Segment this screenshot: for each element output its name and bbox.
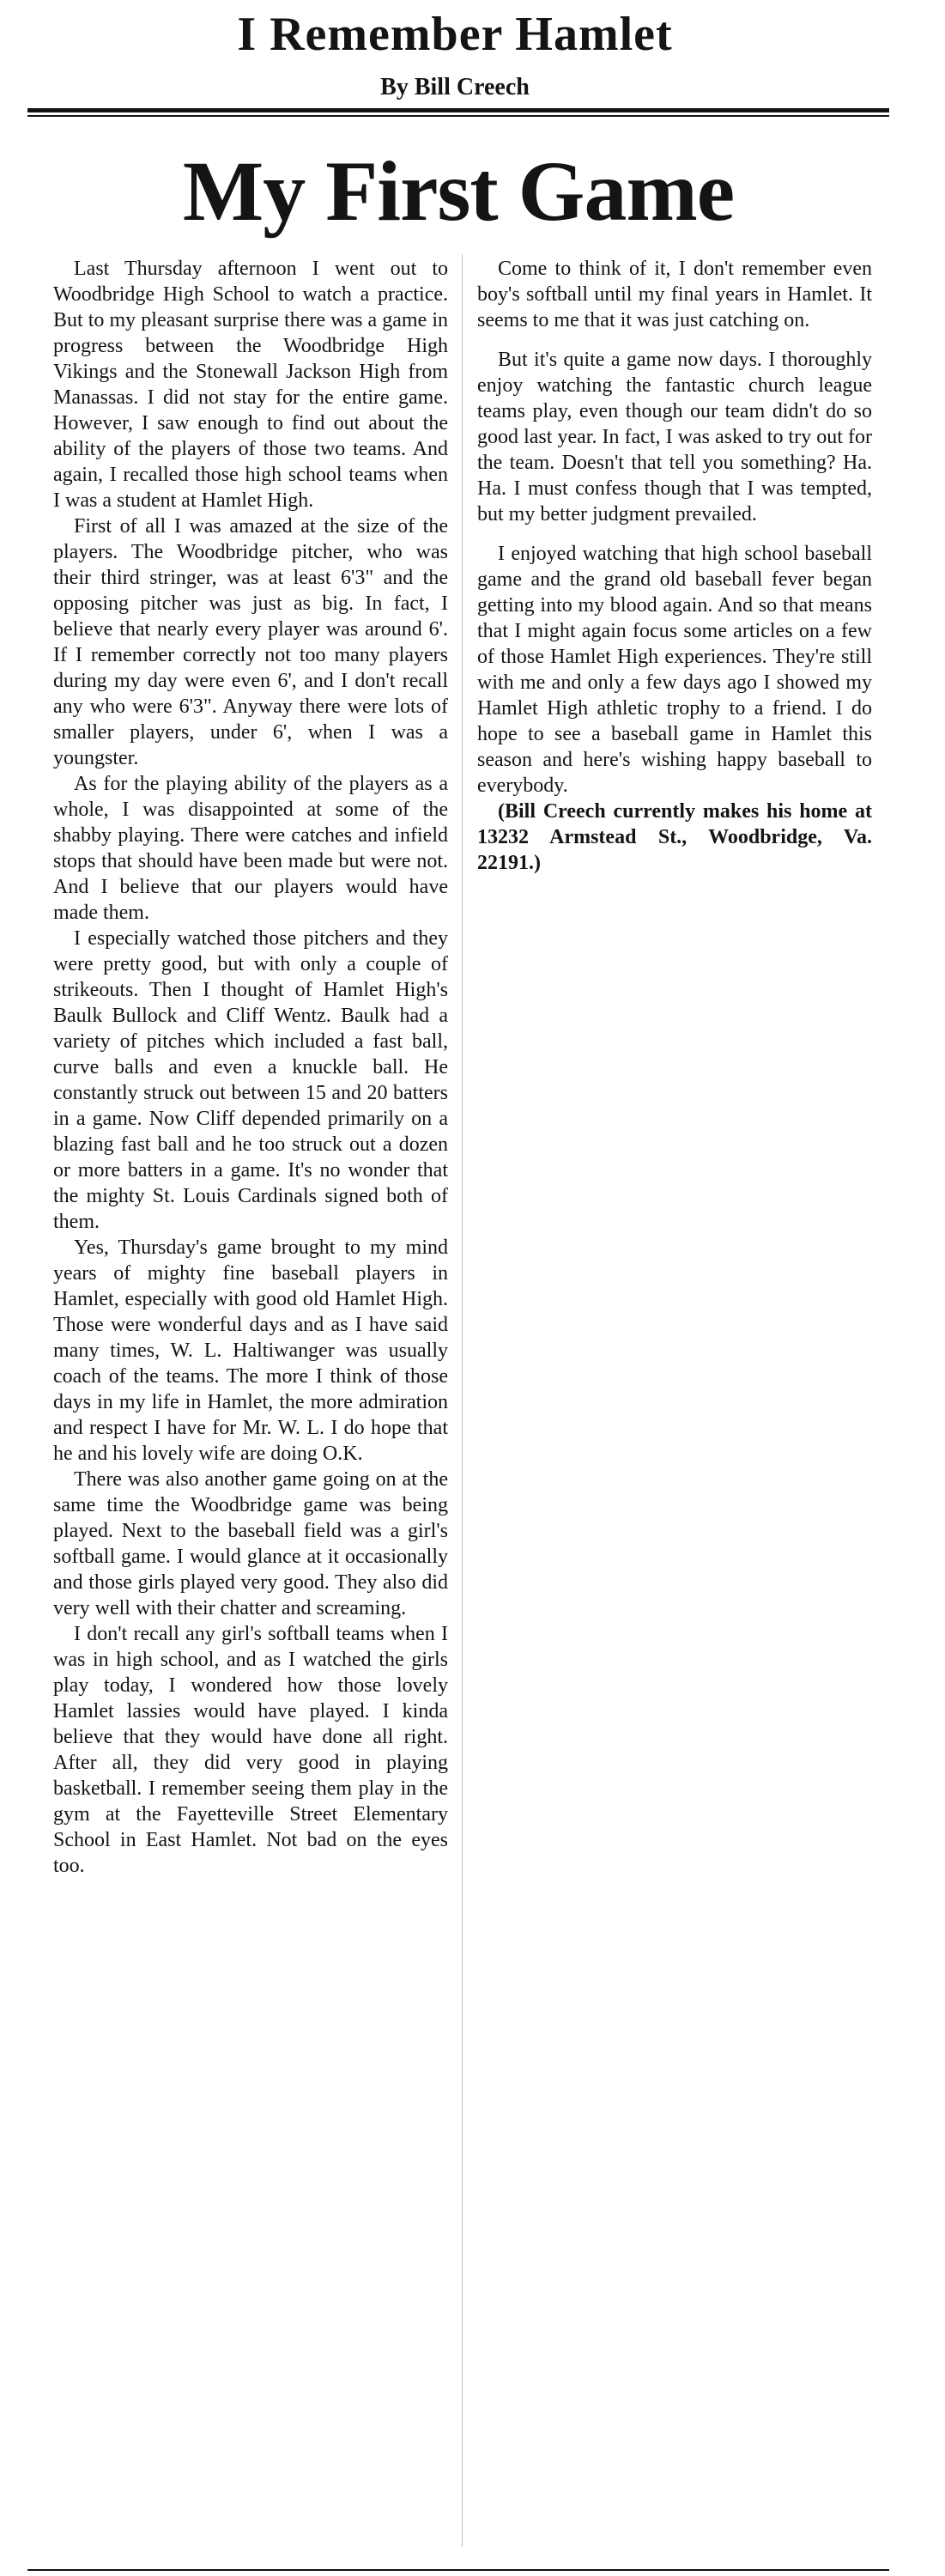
paragraph: I enjoyed watching that high school baseball game and the grand old baseball fever began getting into my blood again. And so that means that I might again focus some articles on a few of those Hamlet High experiences. They're still with me and only a few days ago I showed my Hamlet High athletic trophy to a friend. I do hope to see a baseball game in Hamlet this season and here's wishing happy baseball to everybody. [477,543,872,797]
header-rule-thick [27,108,889,112]
paragraph: As for the playing ability of the players as a whole, I was disappointed at some of the shabby playing. There were catches and infield stops that should have been made but were not. And I believe that our players would have made them. [53,773,448,924]
header-rule-thin [27,115,889,117]
paragraph: There was also another game going on at the same time the Woodbridge game was being played. Next to the baseball field was a girl's softball game. I would glance at it occasionally and those girls played very good. They also did very well with their chatter and screaming. [53,1468,448,1619]
paragraph: Come to think of it, I don't remember even boy's softball until my final years in Hamlet. It seems to me that it was just catching on. [477,258,872,331]
paragraph: I don't recall any girl's softball teams when I was in high school, and as I watched the girls play today, I wondered how those lovely Hamlet lassies would have played. I kinda believe that they would have done all right. After all, they did very good in playing basketball. I remember seeing them play in the gym at the Fayetteville Street Elementary School in East Hamlet. Not bad on the eyes too. [53,1623,448,1877]
paragraph: Last Thursday afternoon I went out to Woodbridge High School to watch a practice. But to my pleasant surprise there was a game in progress between the Woodbridge High Vikings and the Stonewall Jackson High from Manassas. I did not stay for the entire game. However, I saw enough to find out about the ability of the players of those two teams. And again, I recalled those high school teams when I was a student at Hamlet High. [53,258,448,512]
paragraph: I especially watched those pitchers and they were pretty good, but with only a couple of strikeouts. Then I thought of Hamlet High's Baulk Bullock and Cliff Wentz. Baulk had a variety of pitches which included a fast ball, curve balls and even a knuckle ball. He constantly struck out between 15 and 20 batters in a game. Now Cliff depended primarily on a blazing fast ball and he too struck out a dozen or more batters in a game. It's no wonder that the mighty St. Louis Cardinals signed both of them. [53,927,448,1233]
byline: By Bill Creech [380,74,530,100]
author-bio: (Bill Creech currently makes his home at 13232 Armstead St., Woodbridge, Va. 22191.) [477,800,872,874]
paragraph: But it's quite a game now days. I thoroughly enjoy watching the fantastic church league teams play, even though our team didn't do so good last year. In fact, I was asked to try out for the team. Doesn't that tell you something? Ha. Ha. I must confess though that I was tempted, but my better judgment prevailed. [477,349,872,526]
column-divider [462,254,463,2547]
headline: My First Game [182,143,735,239]
column-kicker: I Remember Hamlet [237,8,673,61]
paragraph: First of all I was amazed at the size of the players. The Woodbridge pitcher, who was their third stringer, was at least 6'3" and the opposing pitcher was just as big. In fact, I believe that nearly every player was around 6'. If I remember correctly not too many players during my day were even 6', and I don't recall any who were 6'3". Anyway there were lots of smaller players, under 6', when I was a youngster. [53,515,448,769]
left-column [53,256,448,1879]
bottom-rule [27,2569,889,2571]
right-column [477,256,872,876]
paragraph: Yes, Thursday's game brought to my mind years of mighty fine baseball players in Hamlet, especially with good old Hamlet High. Those were wonderful days and as I have said many times, W. L. Haltiwanger was usually coach of the teams. The more I think of those days in my life in Hamlet, the more admiration and respect I have for Mr. W. L. I do hope that he and his lovely wife are doing O.K. [53,1236,448,1465]
